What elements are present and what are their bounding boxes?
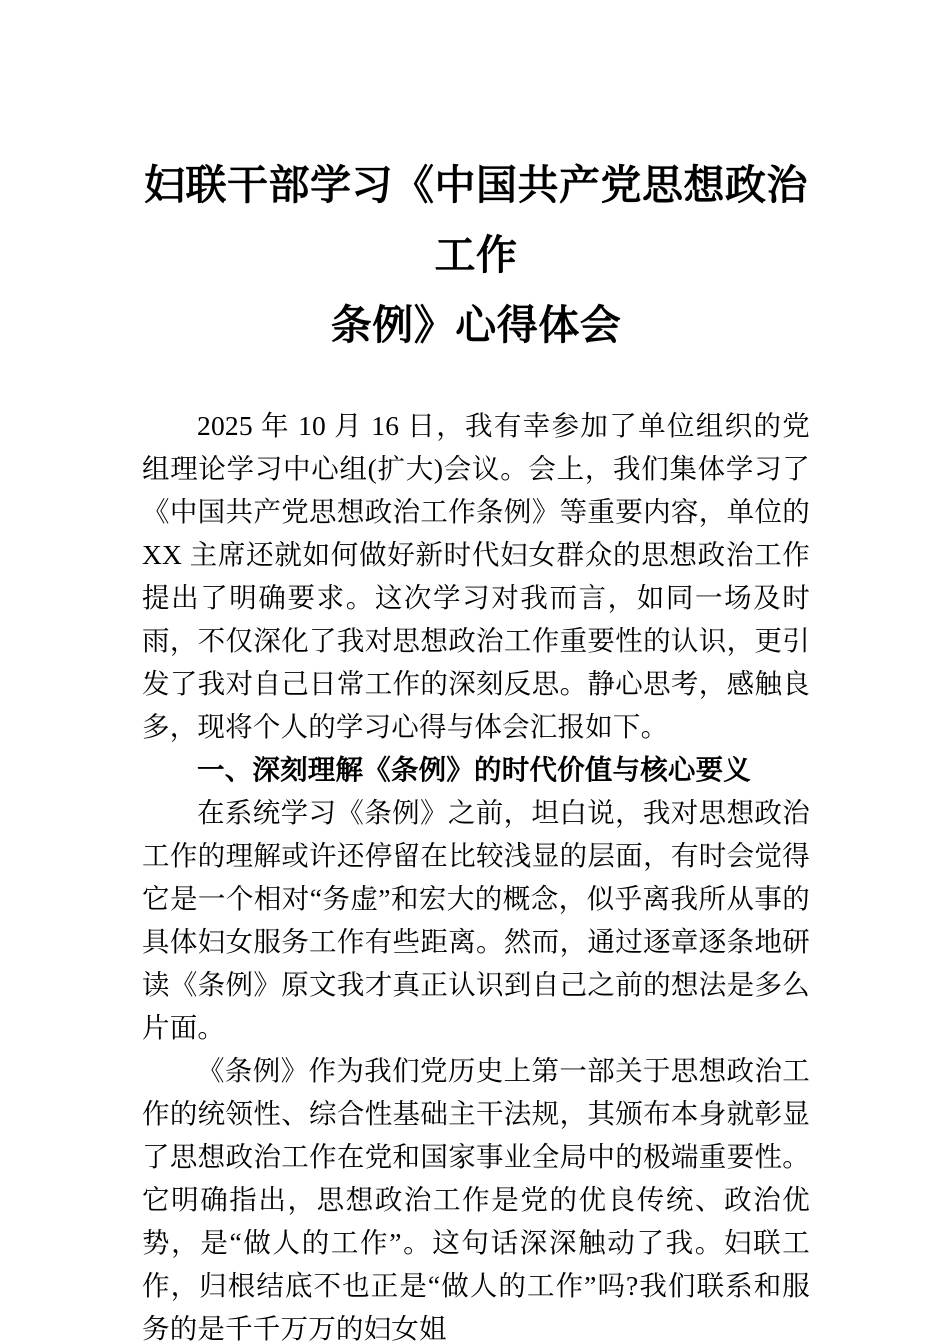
body-paragraph-2: 在系统学习《条例》之前，坦白说，我对思想政治工作的理解或许还停留在比较浅显的层面，有时会觉得它是一个相对“务虚”和宏大的概念，似乎离我所从事的具体妇女服务工作有些距离。然而，通过逐章逐条地研读《条例》原文我才真正认识到自己之前的想法是多么片面。	[142, 797, 810, 1043]
document-title-line-2: 条例》心得体会	[330, 302, 622, 348]
document-content	[142, 150, 810, 1344]
body-paragraph-1: 2025 年 10 月 16 日，我有幸参加了单位组织的党组理论学习中心组(扩大)会议。会上，我们集体学习了《中国共产党思想政治工作条例》等重要内容，单位的 XX 主席还就如何做好新时代妇女群众的思想政治工作提出了明确要求。这次学习对我而言，如同一场及时雨，不仅深化了我对思想政治工作重要性的认识，更引发了我对自己日常工作的深刻反思。静心思考，感触良多，现将个人的学习心得与体会汇报如下。	[142, 410, 810, 742]
body-paragraph-3: 《条例》作为我们党历史上第一部关于思想政治工作的统领性、综合性基础主干法规，其颁布本身就彰显了思想政治工作在党和国家事业全局中的极端重要性。它明确指出，思想政治工作是党的优良传统、政治优势，是“做人的工作”。这句话深深触动了我。妇联工作，归根结底不也正是“做人的工作”吗?我们联系和服务的是千千万万的妇女姐	[142, 1055, 810, 1344]
section-heading-1: 一、深刻理解《条例》的时代价值与核心要义	[197, 754, 751, 785]
document-title	[142, 150, 810, 360]
title-body-spacer	[142, 360, 810, 404]
document-title-line-1: 妇联干部学习《中国共产党思想政治工作	[144, 162, 808, 278]
